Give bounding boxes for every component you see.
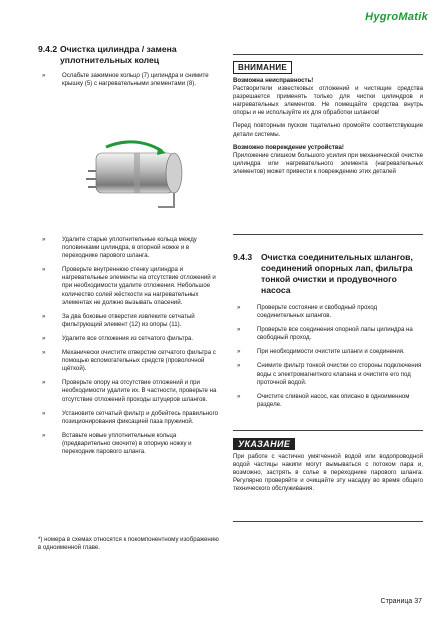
bullet-icon: » [42, 379, 46, 387]
bullet-icon: » [237, 326, 241, 334]
list-item: » Очистите сливной насос, как описано в одноименном разделе. [237, 392, 410, 408]
warning-title: Возможна неисправность! [233, 77, 314, 84]
warning-text: Перед повторным пуском тщательно промойте соответствующие детали системы. [233, 122, 423, 138]
section-title: Очистка цилиндра / замена уплотнительных колец [60, 44, 177, 65]
list-item: » Вставьте новые уплотнительные кольца (предварительно смочите) в опорную ножку и переходник парового шланга. [42, 431, 192, 455]
brand-logo: HygroMatik [365, 11, 428, 23]
bullet-icon: » [42, 409, 46, 417]
warning-text: Приложение слишком большого усилия при механической очистке цилиндра или нагревательного элемента (нагревательных элементов) может привести к повреждению этих деталей [233, 151, 423, 175]
footnote: *) номера в схемах относятся к покомпонентному изображению в одноименной главе. [38, 536, 219, 552]
left-column [38, 44, 223, 94]
warning-box [233, 57, 423, 181]
list-item: » При необходимости очистите шланги и соединения. [237, 348, 405, 356]
bullet-icon: » [42, 349, 46, 357]
list-item: » Проверьте все соединения опорной лапы цилиндра на свободный проход. [237, 326, 413, 342]
bullet-icon: » [42, 236, 46, 243]
note-box [233, 434, 423, 498]
bullet-icon: » [237, 348, 241, 356]
bullet-icon: » [237, 392, 241, 400]
list-item: » Удалите старые уплотнительные кольца между половинками цилиндра, в опорной ножке и в переходнике парового шланга. [42, 236, 197, 260]
list-item: » Снимите фильтр тонкой очистки со стороны подключения воды с электромагнитного клапана и очистите его под проточной водой. [237, 362, 422, 386]
section-title: Очистка соединительных шлангов, соединений опорных лап, фильтра тонкой очистки и продувочного насоса [261, 252, 413, 295]
list-item: » Установите сетчатый фильтр и добейтесь правильного позиционирования фиксацией паза пружиной. [42, 409, 219, 425]
section-heading-9-4-2 [38, 44, 223, 66]
list-item: » За два боковые отверстия извлеките сетчатый фильтрующий элемент (12) из опоры (11). [42, 312, 195, 328]
bullet-icon: » [42, 266, 46, 274]
warning-text: Растворители известковых отложений и чистящие средства разрешается применять только для чистки цилиндров и нагревательных элементов. Не помещайте средства внутрь опоры и не используйте их для обработки шлангов! [233, 85, 423, 117]
warning-label: ВНИМАНИЕ [233, 61, 292, 74]
cylinder-illustration [78, 133, 198, 215]
bullet-icon: » [42, 431, 46, 439]
bullet-icon: » [42, 312, 46, 320]
bullet-icon: » [237, 304, 241, 311]
bullet-icon: » [237, 362, 241, 370]
bullet-icon: » [42, 334, 46, 342]
divider [233, 54, 423, 55]
note-text: При работе с частично умягченной водой или водопроводной водой частицы накипи могут вымываться с потоком пара и, возможно, застрять в солье в переходнике парового шланга. Регулярно проверяйте и очищайте эту насадку во время общего технического обслуживания. [233, 453, 423, 493]
divider [233, 234, 423, 235]
divider [233, 430, 423, 431]
section-heading-9-4-3 [233, 252, 423, 296]
note-label: УКАЗАНИЕ [233, 438, 295, 450]
list-item: » Ослабьте зажимное кольцо (7) цилиндра и снимите крышку (5) с нагревательными элементами (8). [42, 72, 209, 88]
header-bar [0, 0, 446, 30]
warning-title: Возможно повреждение устройства! [233, 143, 344, 151]
list-item: » Проверьте внутреннюю стенку цилиндра и нагревательные элементы на отсутствие отложений и при необходимости удалите отложения. Небольшое количество солей жёсткости на нагревательных элементах не должно вызывать опасений. [42, 266, 216, 306]
section-number: 9.4.2 [38, 44, 58, 54]
page-number: Страница 37 [380, 598, 422, 605]
divider [233, 521, 423, 522]
left-column-lower [38, 236, 223, 462]
right-section-9-4-3 [233, 252, 423, 415]
bullet-icon: » [42, 72, 46, 79]
list-item: » Удалите все отложения из сетчатого фильтра. [42, 334, 194, 342]
list-item: » Проверьте опору на отсутствие отложений и при необходимости удалите их. В частности, проверьте на отсутствие отложений проходы штуцеров шлангов. [42, 379, 217, 403]
section-number: 9.4.3 [233, 252, 253, 262]
list-item: » Механически очистите отверстие сетчатого фильтра с помощью вспомогательных средств (проволочной щёткой). [42, 349, 216, 373]
list-item: » Проверьте состояние и свободный проход соединительных шлангов. [237, 304, 378, 320]
